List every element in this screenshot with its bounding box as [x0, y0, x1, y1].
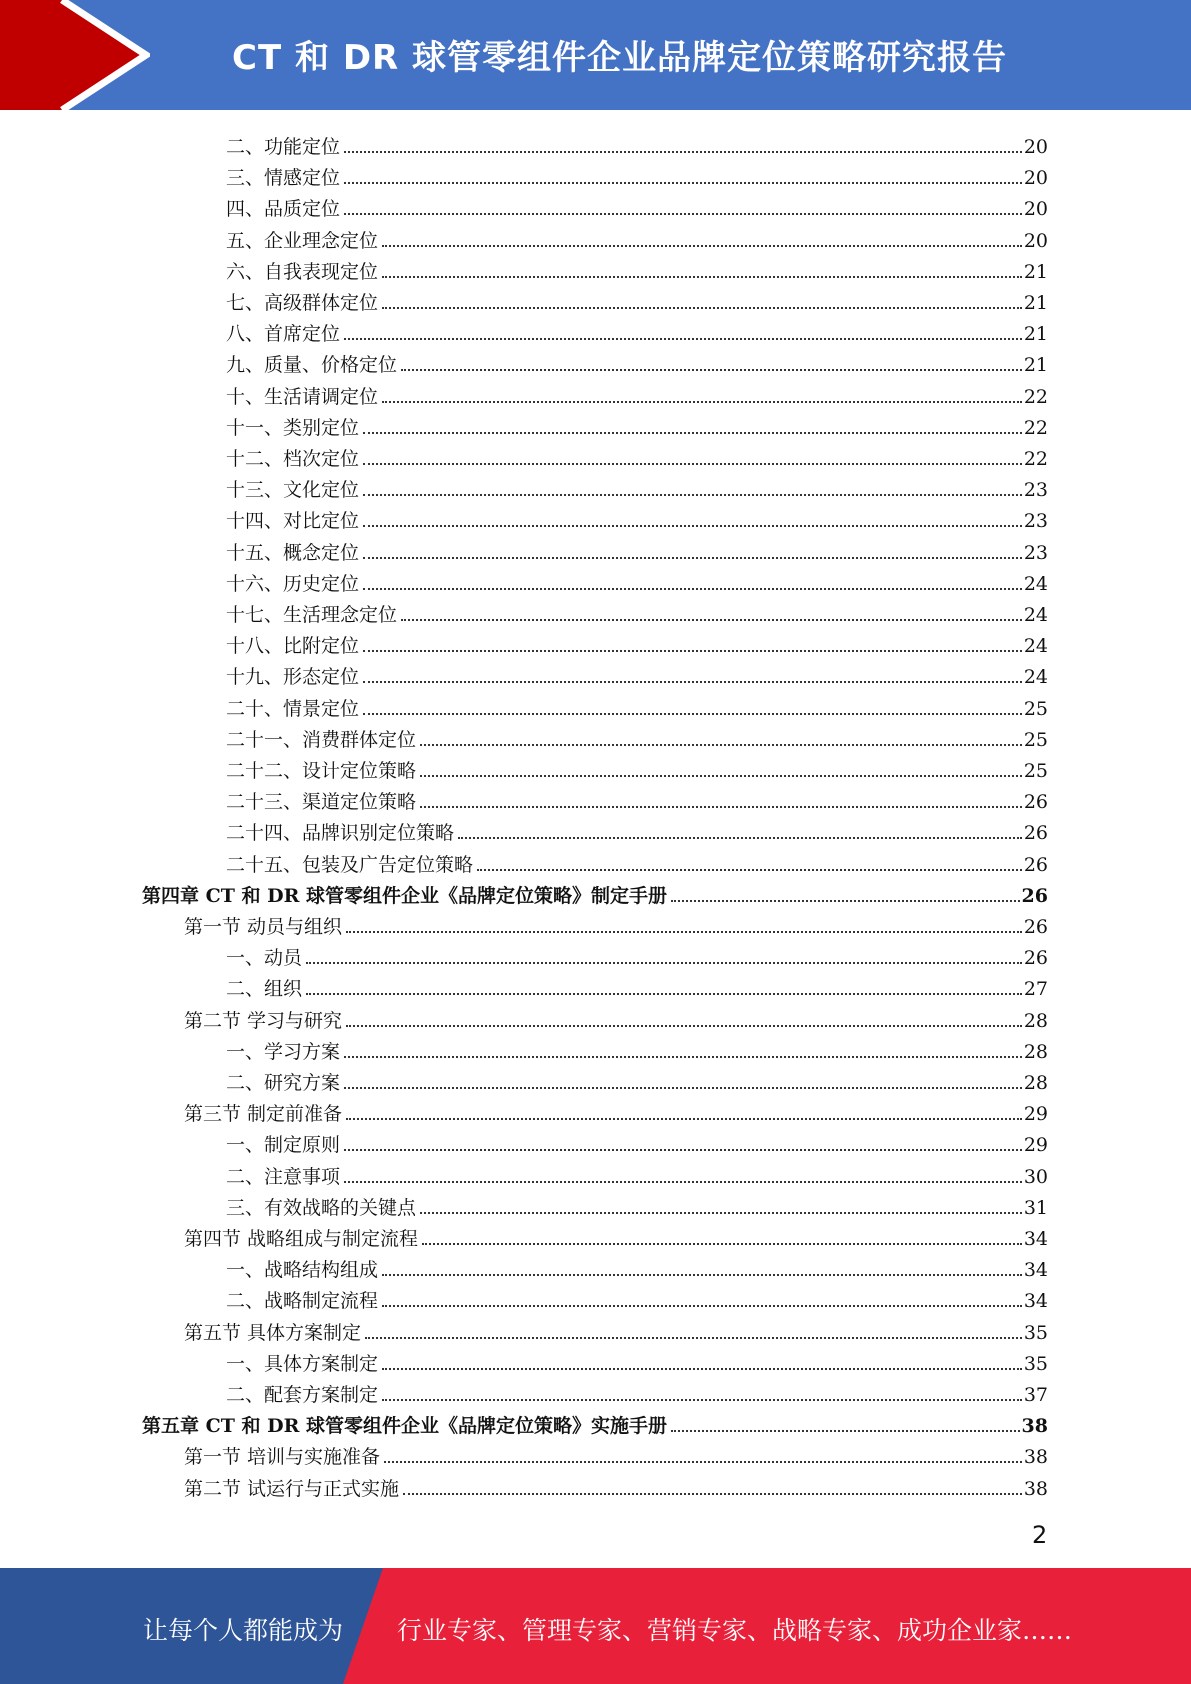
toc-entry-label: 十、生活请调定位	[226, 385, 379, 408]
toc-entry-page: 38	[1021, 1415, 1048, 1438]
toc-chapter-entry[interactable]	[142, 1406, 1048, 1437]
toc-leader-dots	[382, 276, 1022, 278]
toc-entry-page: 21	[1023, 354, 1048, 377]
toc-item-entry[interactable]	[226, 439, 1048, 470]
toc-entry-label: 二十三、渠道定位策略	[226, 791, 417, 814]
toc-leader-dots	[401, 369, 1022, 371]
toc-leader-dots	[363, 681, 1022, 683]
toc-item-entry[interactable]	[226, 377, 1048, 408]
toc-leader-dots	[382, 245, 1022, 247]
toc-leader-dots	[363, 432, 1022, 434]
toc-entry-page: 31	[1023, 1196, 1048, 1219]
toc-section-entry[interactable]	[184, 1437, 1048, 1468]
toc-item-entry[interactable]	[226, 189, 1048, 220]
toc-entry-label: 十四、对比定位	[226, 510, 360, 533]
toc-section-entry[interactable]	[184, 1219, 1048, 1250]
toc-leader-dots	[363, 494, 1022, 496]
toc-leader-dots	[346, 1118, 1022, 1120]
toc-entry-page: 20	[1023, 136, 1048, 158]
page-header	[0, 0, 1191, 110]
toc-entry-label: 十九、形态定位	[226, 666, 360, 689]
toc-item-entry[interactable]	[226, 252, 1048, 283]
page-number: 2	[1032, 1521, 1048, 1549]
toc-entry-label: 二、注意事项	[226, 1165, 341, 1188]
toc-entry-label: 三、情感定位	[226, 167, 341, 190]
toc-entry-page: 38	[1023, 1477, 1048, 1500]
toc-entry-page: 23	[1023, 510, 1048, 533]
toc-entry-label: 第一节 动员与组织	[184, 916, 343, 938]
toc-leader-dots	[382, 1274, 1022, 1276]
toc-entry-label: 十八、比附定位	[226, 635, 360, 658]
toc-entry-label: 十三、文化定位	[226, 479, 360, 502]
toc-leader-dots	[671, 900, 1020, 902]
toc-item-entry[interactable]	[226, 1188, 1048, 1219]
toc-entry-page: 25	[1023, 697, 1048, 720]
toc-leader-dots	[382, 1305, 1022, 1307]
toc-item-entry[interactable]	[226, 1281, 1048, 1312]
toc-entry-label: 第四章 CT 和 DR 球管零组件企业《品牌定位策略》制定手册	[142, 884, 667, 907]
toc-item-entry[interactable]	[226, 1375, 1048, 1406]
toc-entry-label: 六、自我表现定位	[226, 260, 379, 283]
toc-entry-label: 第一节 培训与实施准备	[184, 1446, 381, 1469]
toc-item-entry[interactable]	[226, 314, 1048, 345]
toc-leader-dots	[403, 1493, 1022, 1495]
toc-item-entry[interactable]	[226, 127, 1048, 158]
toc-entry-label: 十六、历史定位	[226, 572, 360, 595]
toc-entry-page: 28	[1023, 1072, 1048, 1094]
toc-entry-page: 20	[1023, 167, 1048, 190]
toc-entry-label: 第三节 制定前准备	[184, 1103, 343, 1126]
toc-entry-label: 十二、档次定位	[226, 448, 360, 470]
toc-entry-label: 第四节 战略组成与制定流程	[184, 1228, 419, 1250]
toc-item-entry[interactable]	[226, 158, 1048, 189]
toc-entry-label: 二十二、设计定位策略	[226, 760, 417, 782]
toc-item-entry[interactable]	[226, 595, 1048, 626]
toc-entry-page: 26	[1023, 947, 1048, 970]
toc-entry-label: 二十、情景定位	[226, 697, 360, 720]
toc-entry-page: 21	[1023, 323, 1048, 346]
toc-section-entry[interactable]	[184, 907, 1048, 938]
toc-entry-page: 29	[1023, 1103, 1048, 1126]
toc-leader-dots	[344, 213, 1022, 215]
toc-entry-label: 四、品质定位	[226, 198, 341, 221]
toc-leader-dots	[382, 401, 1022, 403]
toc-item-entry[interactable]	[226, 1250, 1048, 1281]
toc-item-entry[interactable]	[226, 533, 1048, 564]
toc-entry-page: 35	[1023, 1321, 1048, 1344]
header-arrow-decoration	[0, 0, 150, 110]
toc-leader-dots	[382, 307, 1022, 309]
toc-leader-dots	[344, 1087, 1022, 1089]
toc-entry-page: 20	[1023, 198, 1048, 221]
toc-leader-dots	[422, 1243, 1022, 1245]
toc-entry-label: 二、功能定位	[226, 136, 341, 158]
toc-leader-dots	[344, 1056, 1022, 1058]
toc-item-entry[interactable]	[226, 720, 1048, 751]
toc-item-entry[interactable]	[226, 564, 1048, 595]
toc-leader-dots	[344, 1149, 1022, 1151]
toc-entry-page: 25	[1023, 728, 1048, 751]
toc-item-entry[interactable]	[226, 626, 1048, 657]
toc-entry-label: 八、首席定位	[226, 323, 341, 346]
toc-entry-page: 26	[1023, 853, 1048, 876]
toc-leader-dots	[363, 713, 1022, 715]
toc-item-entry[interactable]	[226, 1032, 1048, 1063]
toc-entry-page: 28	[1023, 1040, 1048, 1063]
toc-leader-dots	[420, 744, 1022, 746]
toc-entry-page: 21	[1023, 260, 1048, 283]
toc-item-entry[interactable]	[226, 345, 1048, 376]
toc-leader-dots	[420, 1212, 1022, 1214]
toc-entry-page: 38	[1023, 1446, 1048, 1469]
toc-entry-page: 34	[1023, 1259, 1048, 1282]
toc-leader-dots	[384, 1461, 1022, 1463]
toc-item-entry[interactable]	[226, 1125, 1048, 1156]
toc-item-entry[interactable]	[226, 408, 1048, 439]
toc-item-entry[interactable]	[226, 813, 1048, 844]
toc-entry-page: 24	[1023, 635, 1048, 658]
toc-entry-label: 二、配套方案制定	[226, 1384, 379, 1406]
toc-leader-dots	[477, 869, 1022, 871]
toc-entry-label: 二十五、包装及广告定位策略	[226, 853, 474, 876]
toc-entry-label: 二、组织	[226, 978, 303, 1001]
toc-item-entry[interactable]	[226, 845, 1048, 876]
toc-entry-label: 二十一、消费群体定位	[226, 728, 417, 751]
toc-entry-page: 22	[1023, 448, 1048, 470]
toc-entry-page: 30	[1023, 1165, 1048, 1188]
toc-entry-label: 第二节 试运行与正式实施	[184, 1477, 400, 1500]
toc-leader-dots	[344, 182, 1022, 184]
toc-leader-dots	[382, 1399, 1022, 1401]
toc-item-entry[interactable]	[226, 470, 1048, 501]
toc-item-entry[interactable]	[226, 938, 1048, 969]
toc-leader-dots	[344, 338, 1022, 340]
toc-entry-label: 第五章 CT 和 DR 球管零组件企业《品牌定位策略》实施手册	[142, 1415, 667, 1438]
toc-leader-dots	[363, 463, 1022, 465]
toc-leader-dots	[363, 525, 1022, 527]
toc-section-entry[interactable]	[184, 1001, 1048, 1032]
toc-entry-label: 十七、生活理念定位	[226, 604, 398, 626]
toc-item-entry[interactable]	[226, 1344, 1048, 1375]
toc-entry-page: 26	[1023, 822, 1048, 845]
toc-leader-dots	[306, 993, 1022, 995]
toc-entry-page: 37	[1023, 1384, 1048, 1406]
toc-leader-dots	[382, 1368, 1022, 1370]
toc-entry-page: 26	[1021, 884, 1048, 907]
report-title: CT 和 DR 球管零组件企业品牌定位策略研究报告	[232, 38, 1008, 78]
toc-leader-dots	[365, 1337, 1022, 1339]
toc-leader-dots	[344, 151, 1022, 153]
footer-slogan-right: 行业专家、管理专家、营销专家、战略专家、成功企业家……	[397, 1616, 1073, 1645]
toc-entry-page: 20	[1023, 229, 1048, 252]
toc-leader-dots	[671, 1430, 1020, 1432]
toc-entry-label: 一、制定原则	[226, 1134, 341, 1157]
toc-entry-page: 35	[1023, 1352, 1048, 1375]
toc-entry-page: 25	[1023, 760, 1048, 782]
toc-entry-label: 一、战略结构组成	[226, 1259, 379, 1282]
toc-entry-label: 十五、概念定位	[226, 541, 360, 564]
toc-entry-label: 一、学习方案	[226, 1040, 341, 1063]
toc-entry-page: 28	[1023, 1009, 1048, 1032]
toc-leader-dots	[363, 588, 1022, 590]
toc-section-entry[interactable]	[184, 1469, 1048, 1500]
toc-item-entry[interactable]	[226, 969, 1048, 1000]
toc-entry-page: 22	[1023, 385, 1048, 408]
toc-entry-label: 五、企业理念定位	[226, 229, 379, 252]
toc-item-entry[interactable]	[226, 221, 1048, 252]
toc-entry-label: 二十四、品牌识别定位策略	[226, 822, 455, 845]
toc-entry-page: 22	[1023, 416, 1048, 439]
toc-entry-page: 34	[1023, 1290, 1048, 1313]
toc-chapter-entry[interactable]	[142, 876, 1048, 907]
toc-entry-page: 34	[1023, 1228, 1048, 1250]
toc-entry-page: 23	[1023, 479, 1048, 502]
toc-entry-label: 三、有效战略的关键点	[226, 1196, 417, 1219]
toc-entry-page: 29	[1023, 1134, 1048, 1157]
toc-entry-label: 九、质量、价格定位	[226, 354, 398, 377]
toc-leader-dots	[306, 962, 1022, 964]
toc-leader-dots	[401, 619, 1022, 621]
toc-entry-page: 24	[1023, 666, 1048, 689]
toc-entry-page: 26	[1023, 916, 1048, 938]
toc-entry-label: 七、高级群体定位	[226, 292, 379, 314]
toc-leader-dots	[420, 775, 1022, 777]
toc-entry-page: 24	[1023, 604, 1048, 626]
toc-leader-dots	[344, 1181, 1022, 1183]
toc-item-entry[interactable]	[226, 689, 1048, 720]
toc-leader-dots	[420, 806, 1022, 808]
toc-item-entry[interactable]	[226, 1157, 1048, 1188]
toc-leader-dots	[363, 650, 1022, 652]
toc-entry-page: 24	[1023, 572, 1048, 595]
toc-section-entry[interactable]	[184, 1094, 1048, 1125]
toc-entry-label: 二、战略制定流程	[226, 1290, 379, 1313]
toc-leader-dots	[363, 557, 1022, 559]
toc-entry-page: 23	[1023, 541, 1048, 564]
toc-entry-page: 27	[1023, 978, 1048, 1001]
toc-leader-dots	[458, 837, 1022, 839]
toc-entry-page: 21	[1023, 292, 1048, 314]
toc-item-entry[interactable]	[226, 751, 1048, 782]
toc-item-entry[interactable]	[226, 501, 1048, 532]
toc-leader-dots	[346, 931, 1022, 933]
toc-section-entry[interactable]	[184, 1313, 1048, 1344]
toc-item-entry[interactable]	[226, 283, 1048, 314]
toc-entry-label: 十一、类别定位	[226, 416, 360, 439]
toc-entry-label: 第二节 学习与研究	[184, 1009, 343, 1032]
toc-entry-label: 一、动员	[226, 947, 303, 970]
toc-entry-page: 26	[1023, 791, 1048, 814]
toc-item-entry[interactable]	[226, 657, 1048, 688]
toc-entry-label: 第五节 具体方案制定	[184, 1321, 362, 1344]
footer-slogan-left: 让每个人都能成为	[143, 1616, 344, 1645]
toc-entry-label: 二、研究方案	[226, 1072, 341, 1094]
toc-item-entry[interactable]	[226, 1063, 1048, 1094]
toc-leader-dots	[346, 1025, 1022, 1027]
toc-item-entry[interactable]	[226, 782, 1048, 813]
page-footer	[0, 1568, 1191, 1684]
toc-entry-label: 一、具体方案制定	[226, 1352, 379, 1375]
